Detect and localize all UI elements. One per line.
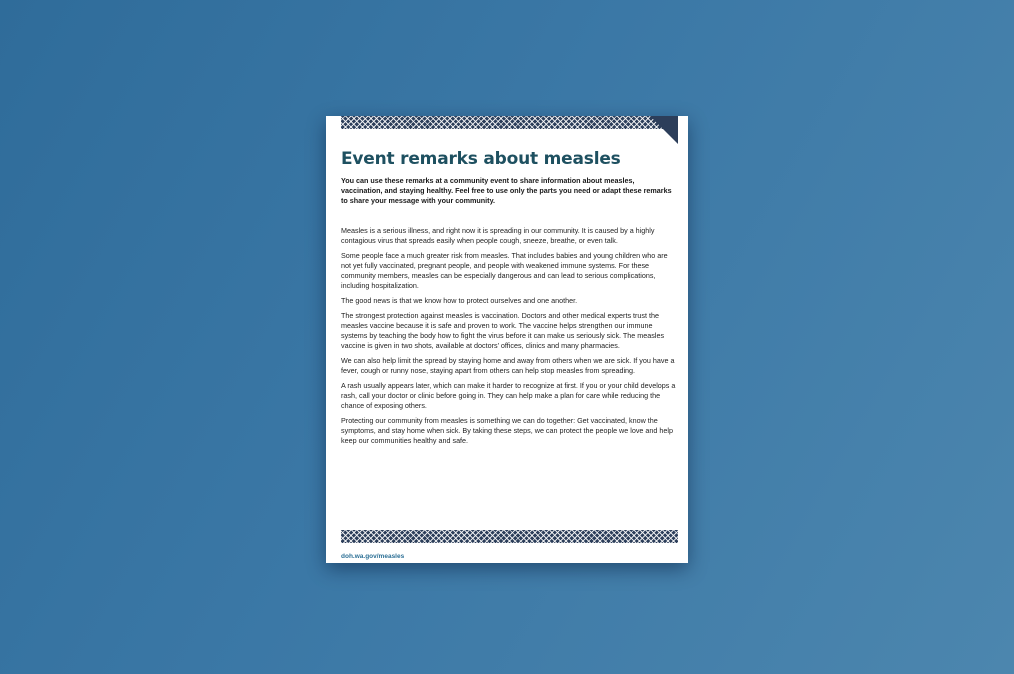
paragraph: A rash usually appears later, which can make it harder to recognize at first. If you or your child develops a rash, call your doctor or clinic before going in. They can help make a plan for care while reducing the chance of exposing others.	[341, 381, 676, 410]
bottom-pattern-border	[341, 530, 678, 543]
paragraph: The strongest protection against measles is vaccination. Doctors and other medical experts trust the measles vaccine because it is safe and proven to work. The vaccine helps strengthen our immune systems by teaching the body how to fight the virus before it can make us seriously sick. The measles vaccine is given in two shots, available at doctors’ offices, clinics and many pharmacies.	[341, 311, 665, 350]
paragraph: Measles is a serious illness, and right now it is spreading in our community. It is caused by a highly contagious virus that spreads easily when people cough, sneeze, breathe, or even talk.	[341, 226, 655, 245]
document-page	[326, 116, 688, 563]
page-title: Event remarks about measles	[341, 149, 621, 169]
paragraph: The good news is that we know how to protect ourselves and one another.	[341, 296, 578, 305]
body-text	[341, 226, 678, 451]
corner-fold	[650, 116, 678, 144]
footer-link[interactable]: doh.wa.gov/measles	[341, 553, 405, 560]
paragraph: We can also help limit the spread by staying home and away from others when we are sick. If you have a fever, cough or runny nose, staying apart from others can help stop measles from spreading.	[341, 356, 675, 375]
top-pattern-border	[341, 116, 678, 129]
paragraph: Some people face a much greater risk from measles. That includes babies and young children who are not yet fully vaccinated, pregnant people, and people with weakened immune systems. For these community members, measles can be especially dangerous and can lead to serious complications, including hospitalization.	[341, 251, 668, 290]
intro-text: You can use these remarks at a community event to share information about measles, vaccination, and staying healthy. Feel free to use only the parts you need or adapt these remarks to share your message with your community.	[341, 176, 672, 205]
paragraph: Protecting our community from measles is something we can do together: Get vaccinated, know the symptoms, and stay home when sick. By taking these steps, we can protect the people we love and help keep our communities healthy and safe.	[341, 416, 674, 445]
